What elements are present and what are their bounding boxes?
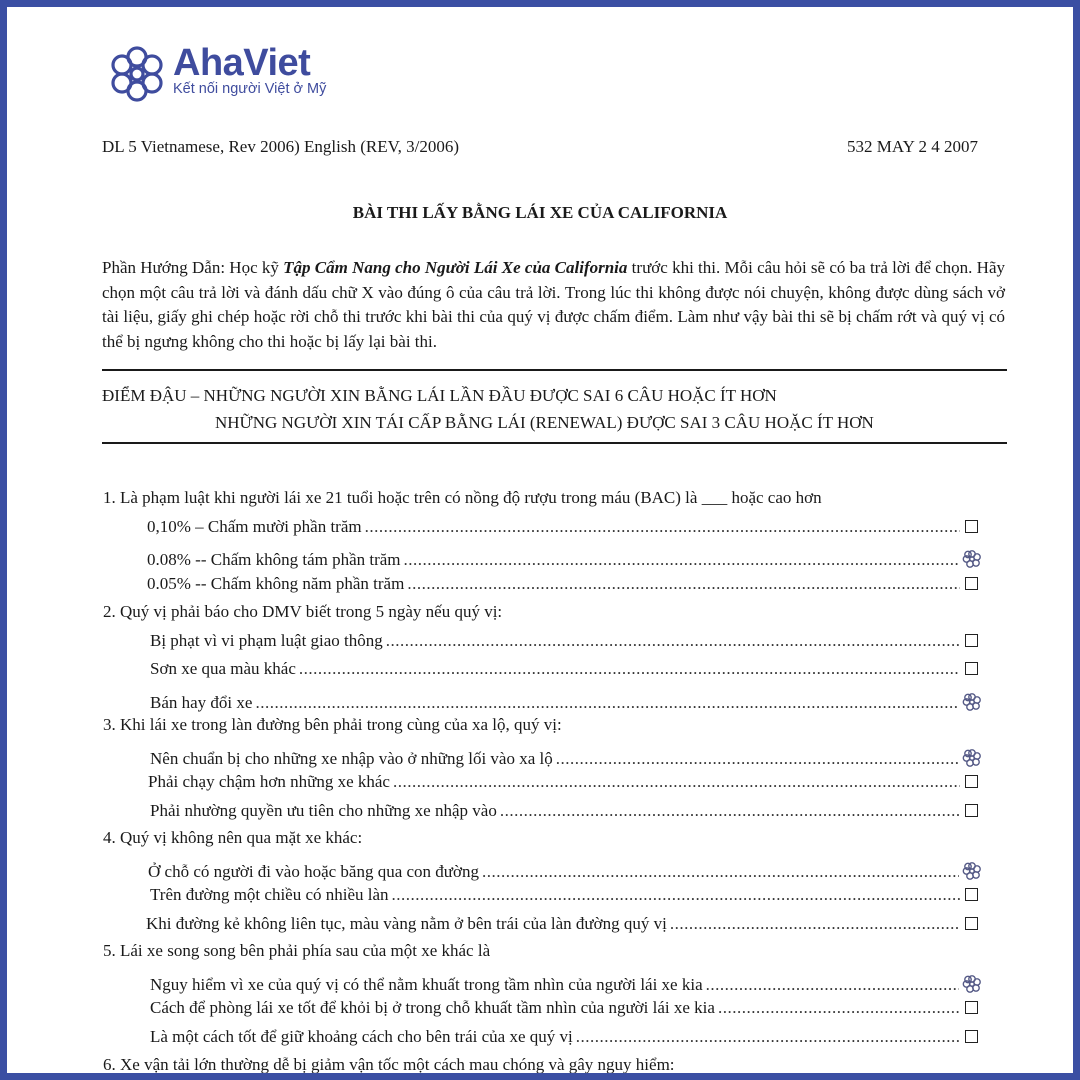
answer-option[interactable]	[150, 744, 978, 769]
answer-checkbox[interactable]	[965, 775, 978, 788]
answer-label: Nguy hiểm vì xe của quý vị có thể nằm khuất trong tầm nhìn của người lái xe kia	[150, 974, 703, 994]
answer-label: Phải nhường quyền ưu tiên cho những xe nhập vào	[150, 800, 497, 820]
answer-checkbox[interactable]	[965, 888, 978, 901]
question-4: 4. Quý vị không nên qua mặt xe khác:	[103, 828, 363, 847]
question-3: 3. Khi lái xe trong làn đường bên phải trong cùng của xa lộ, quý vị:	[103, 715, 562, 734]
correct-answer-icon[interactable]	[962, 974, 982, 994]
answer-label: 0.05% -- Chấm không năm phần trăm	[147, 573, 405, 593]
handbook-title: Tập Cẩm Nang cho Người Lái Xe của California	[283, 258, 628, 277]
answer-label: Là một cách tốt để giữ khoảng cách cho bên trái của xe quý vị	[150, 1026, 573, 1046]
dot-leader	[706, 975, 959, 995]
dot-leader	[255, 693, 959, 713]
answer-label: Nên chuẩn bị cho những xe nhập vào ở những lối vào xa lộ	[150, 748, 553, 768]
instructions-paragraph	[102, 256, 1005, 354]
answer-option[interactable]	[148, 772, 978, 792]
answer-label: Sơn xe qua màu khác	[150, 659, 296, 678]
dot-leader	[393, 772, 960, 792]
divider-top	[102, 369, 1007, 371]
divider-bottom	[102, 442, 1007, 444]
instructions-body: trước khi thi. Mỗi câu hỏi sẽ có ba trả lời để chọn. Hãy chọn một câu trả lời và đánh dấu chữ X vào đúng ô của câu trả lời. Trong lúc thi không được nói chuyện, không được dùng sách vở tài liệu, giấy ghi chép hoặc rời chỗ thi trước khi bài thi của quý vị được chấm điểm. Làm như vậy bài thi sẽ bị chấm rớt và quý vị có thể bị ngưng không cho thi hoặc bị lấy lại bài thi.	[102, 258, 1005, 351]
answer-checkbox[interactable]	[965, 1001, 978, 1014]
document-page	[7, 7, 1073, 1073]
dot-leader	[299, 659, 960, 679]
dot-leader	[500, 801, 960, 821]
dot-leader	[365, 517, 960, 537]
scoring-line-2: NHỮNG NGƯỜI XIN TÁI CẤP BẰNG LÁI (RENEWAL) ĐƯỢC SAI 3 CÂU HOẶC ÍT HƠN	[215, 413, 874, 432]
answer-label: Bán hay đổi xe	[150, 692, 253, 712]
brand	[173, 43, 326, 97]
dot-leader	[576, 1027, 960, 1047]
answer-option[interactable]	[147, 545, 978, 570]
correct-answer-icon[interactable]	[962, 861, 982, 881]
answer-label: 0,10% – Chấm mười phần trăm	[147, 516, 362, 536]
answer-label: Phải chạy chậm hơn những xe khác	[148, 772, 390, 791]
answer-label: Cách để phòng lái xe tốt để khỏi bị ở trong chỗ khuất tầm nhìn của người lái xe kia	[150, 998, 715, 1017]
dot-leader	[386, 631, 960, 651]
answer-checkbox[interactable]	[965, 634, 978, 647]
answer-option[interactable]	[150, 659, 978, 679]
answer-checkbox[interactable]	[965, 917, 978, 930]
answer-label: Khi đường kẻ không liên tục, màu vàng nằm ở bên trái của làn đường quý vị	[146, 913, 667, 933]
dot-leader	[392, 885, 960, 905]
answer-label: Trên đường một chiều có nhiều làn	[150, 885, 389, 904]
answer-checkbox[interactable]	[965, 520, 978, 533]
answer-option[interactable]	[148, 857, 978, 882]
answer-label: 0.08% -- Chấm không tám phần trăm	[147, 550, 401, 569]
question-1: 1. Là phạm luật khi người lái xe 21 tuổi hoặc trên có nồng độ rượu trong máu (BAC) là ___ hoặc cao hơn	[103, 488, 822, 507]
date-stamp: 532 MAY 2 4 2007	[847, 137, 978, 156]
dot-leader	[556, 749, 959, 769]
answer-option[interactable]	[150, 885, 978, 905]
brand-name: AhaViet	[173, 42, 311, 84]
answer-checkbox[interactable]	[965, 577, 978, 590]
question-6: 6. Xe vận tải lớn thường dễ bị giảm vận tốc một cách mau chóng và gây nguy hiểm:	[103, 1055, 675, 1073]
scoring-line-1: ĐIỂM ĐẬU – NHỮNG NGƯỜI XIN BẰNG LÁI LẦN ĐẦU ĐƯỢC SAI 6 CÂU HOẶC ÍT HƠN	[102, 386, 777, 405]
dot-leader	[407, 574, 960, 594]
answer-checkbox[interactable]	[965, 1030, 978, 1043]
answer-label: Bị phạt vì vi phạm luật giao thông	[150, 630, 383, 650]
answer-option[interactable]	[150, 631, 978, 651]
question-2: 2. Quý vị phải báo cho DMV biết trong 5 ngày nếu quý vị:	[103, 602, 503, 621]
form-id: DL 5 Vietnamese, Rev 2006) English (REV, 3/2006)	[102, 137, 460, 156]
brand-tagline: Kết nối người Việt ở Mỹ	[173, 81, 327, 97]
correct-answer-icon[interactable]	[962, 748, 982, 768]
answer-option[interactable]	[146, 914, 978, 934]
dot-leader	[670, 914, 960, 934]
dot-leader	[482, 862, 959, 882]
answer-option[interactable]	[147, 517, 978, 537]
ahaviet-logo-icon	[104, 41, 170, 107]
answer-checkbox[interactable]	[965, 804, 978, 817]
answer-option[interactable]	[150, 1027, 978, 1047]
answer-label: Ở chỗ có người đi vào hoặc băng qua con đường	[148, 861, 479, 881]
instructions-prefix: Phần Hướng Dẫn: Học kỹ	[102, 258, 284, 277]
answer-option[interactable]	[150, 801, 978, 821]
correct-answer-icon[interactable]	[962, 549, 982, 569]
answer-option[interactable]	[150, 970, 978, 995]
page-title: BÀI THI LẤY BẰNG LÁI XE CỦA CALIFORNIA	[352, 203, 728, 222]
answer-option[interactable]	[150, 688, 978, 713]
correct-answer-icon[interactable]	[962, 692, 982, 712]
answer-option[interactable]	[150, 998, 978, 1018]
answer-checkbox[interactable]	[965, 662, 978, 675]
dot-leader	[718, 998, 960, 1018]
answer-option[interactable]	[147, 574, 978, 594]
dot-leader	[404, 550, 959, 570]
question-5: 5. Lái xe song song bên phải phía sau của một xe khác là	[103, 941, 491, 960]
